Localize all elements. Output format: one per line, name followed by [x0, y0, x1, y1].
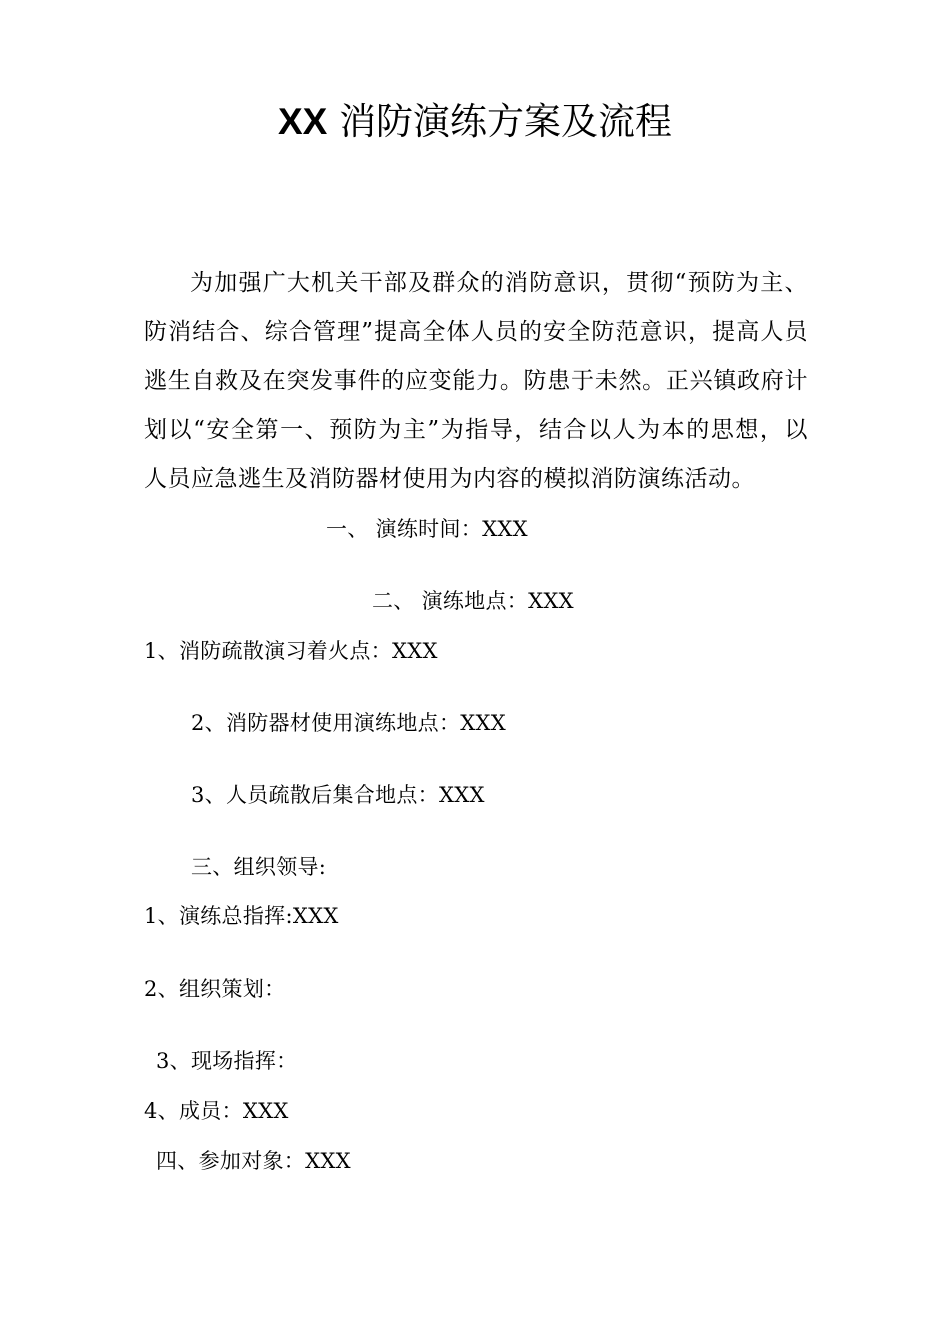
item-members: 4、成员：XXX — [144, 1099, 289, 1123]
section-drill-time: 一、 演练时间：XXX — [326, 517, 528, 541]
item-assembly-place: 3、人员疏散后集合地点：XXX — [191, 783, 485, 807]
section-leadership: 三、组织领导: — [191, 855, 327, 879]
intro-line: 逃生自救及在突发事件的应变能力。防患于未然。正兴镇政府计 — [144, 368, 808, 394]
section-participants: 四、参加对象：XXX — [156, 1149, 351, 1173]
item-commander: 1、演练总指挥:XXX — [144, 904, 339, 928]
intro-line: 划以“安全第一、预防为主”为指导，结合以人为本的思想，以 — [144, 417, 808, 443]
item-planning: 2、组织策划： — [144, 977, 286, 1001]
section-drill-place: 二、 演练地点：XXX — [372, 589, 574, 613]
intro-paragraph — [144, 259, 808, 504]
intro-line: 人员应急逃生及消防器材使用为内容的模拟消防演练活动。 — [144, 466, 755, 492]
item-equipment-place: 2、消防器材使用演练地点：XXX — [191, 711, 507, 735]
intro-line: 防消结合、综合管理”提高全体人员的安全防范意识，提高人员 — [144, 319, 808, 345]
item-fire-point: 1、消防疏散演习着火点：XXX — [144, 639, 438, 663]
title-main: 消防演练方案及流程 — [339, 100, 673, 143]
intro-line: 为加强广大机关干部及群众的消防意识，贯彻“预防为主、 — [190, 270, 808, 296]
item-onsite-command: 3、现场指挥： — [156, 1049, 298, 1073]
document-title — [0, 100, 950, 144]
title-prefix: XX — [277, 101, 328, 142]
